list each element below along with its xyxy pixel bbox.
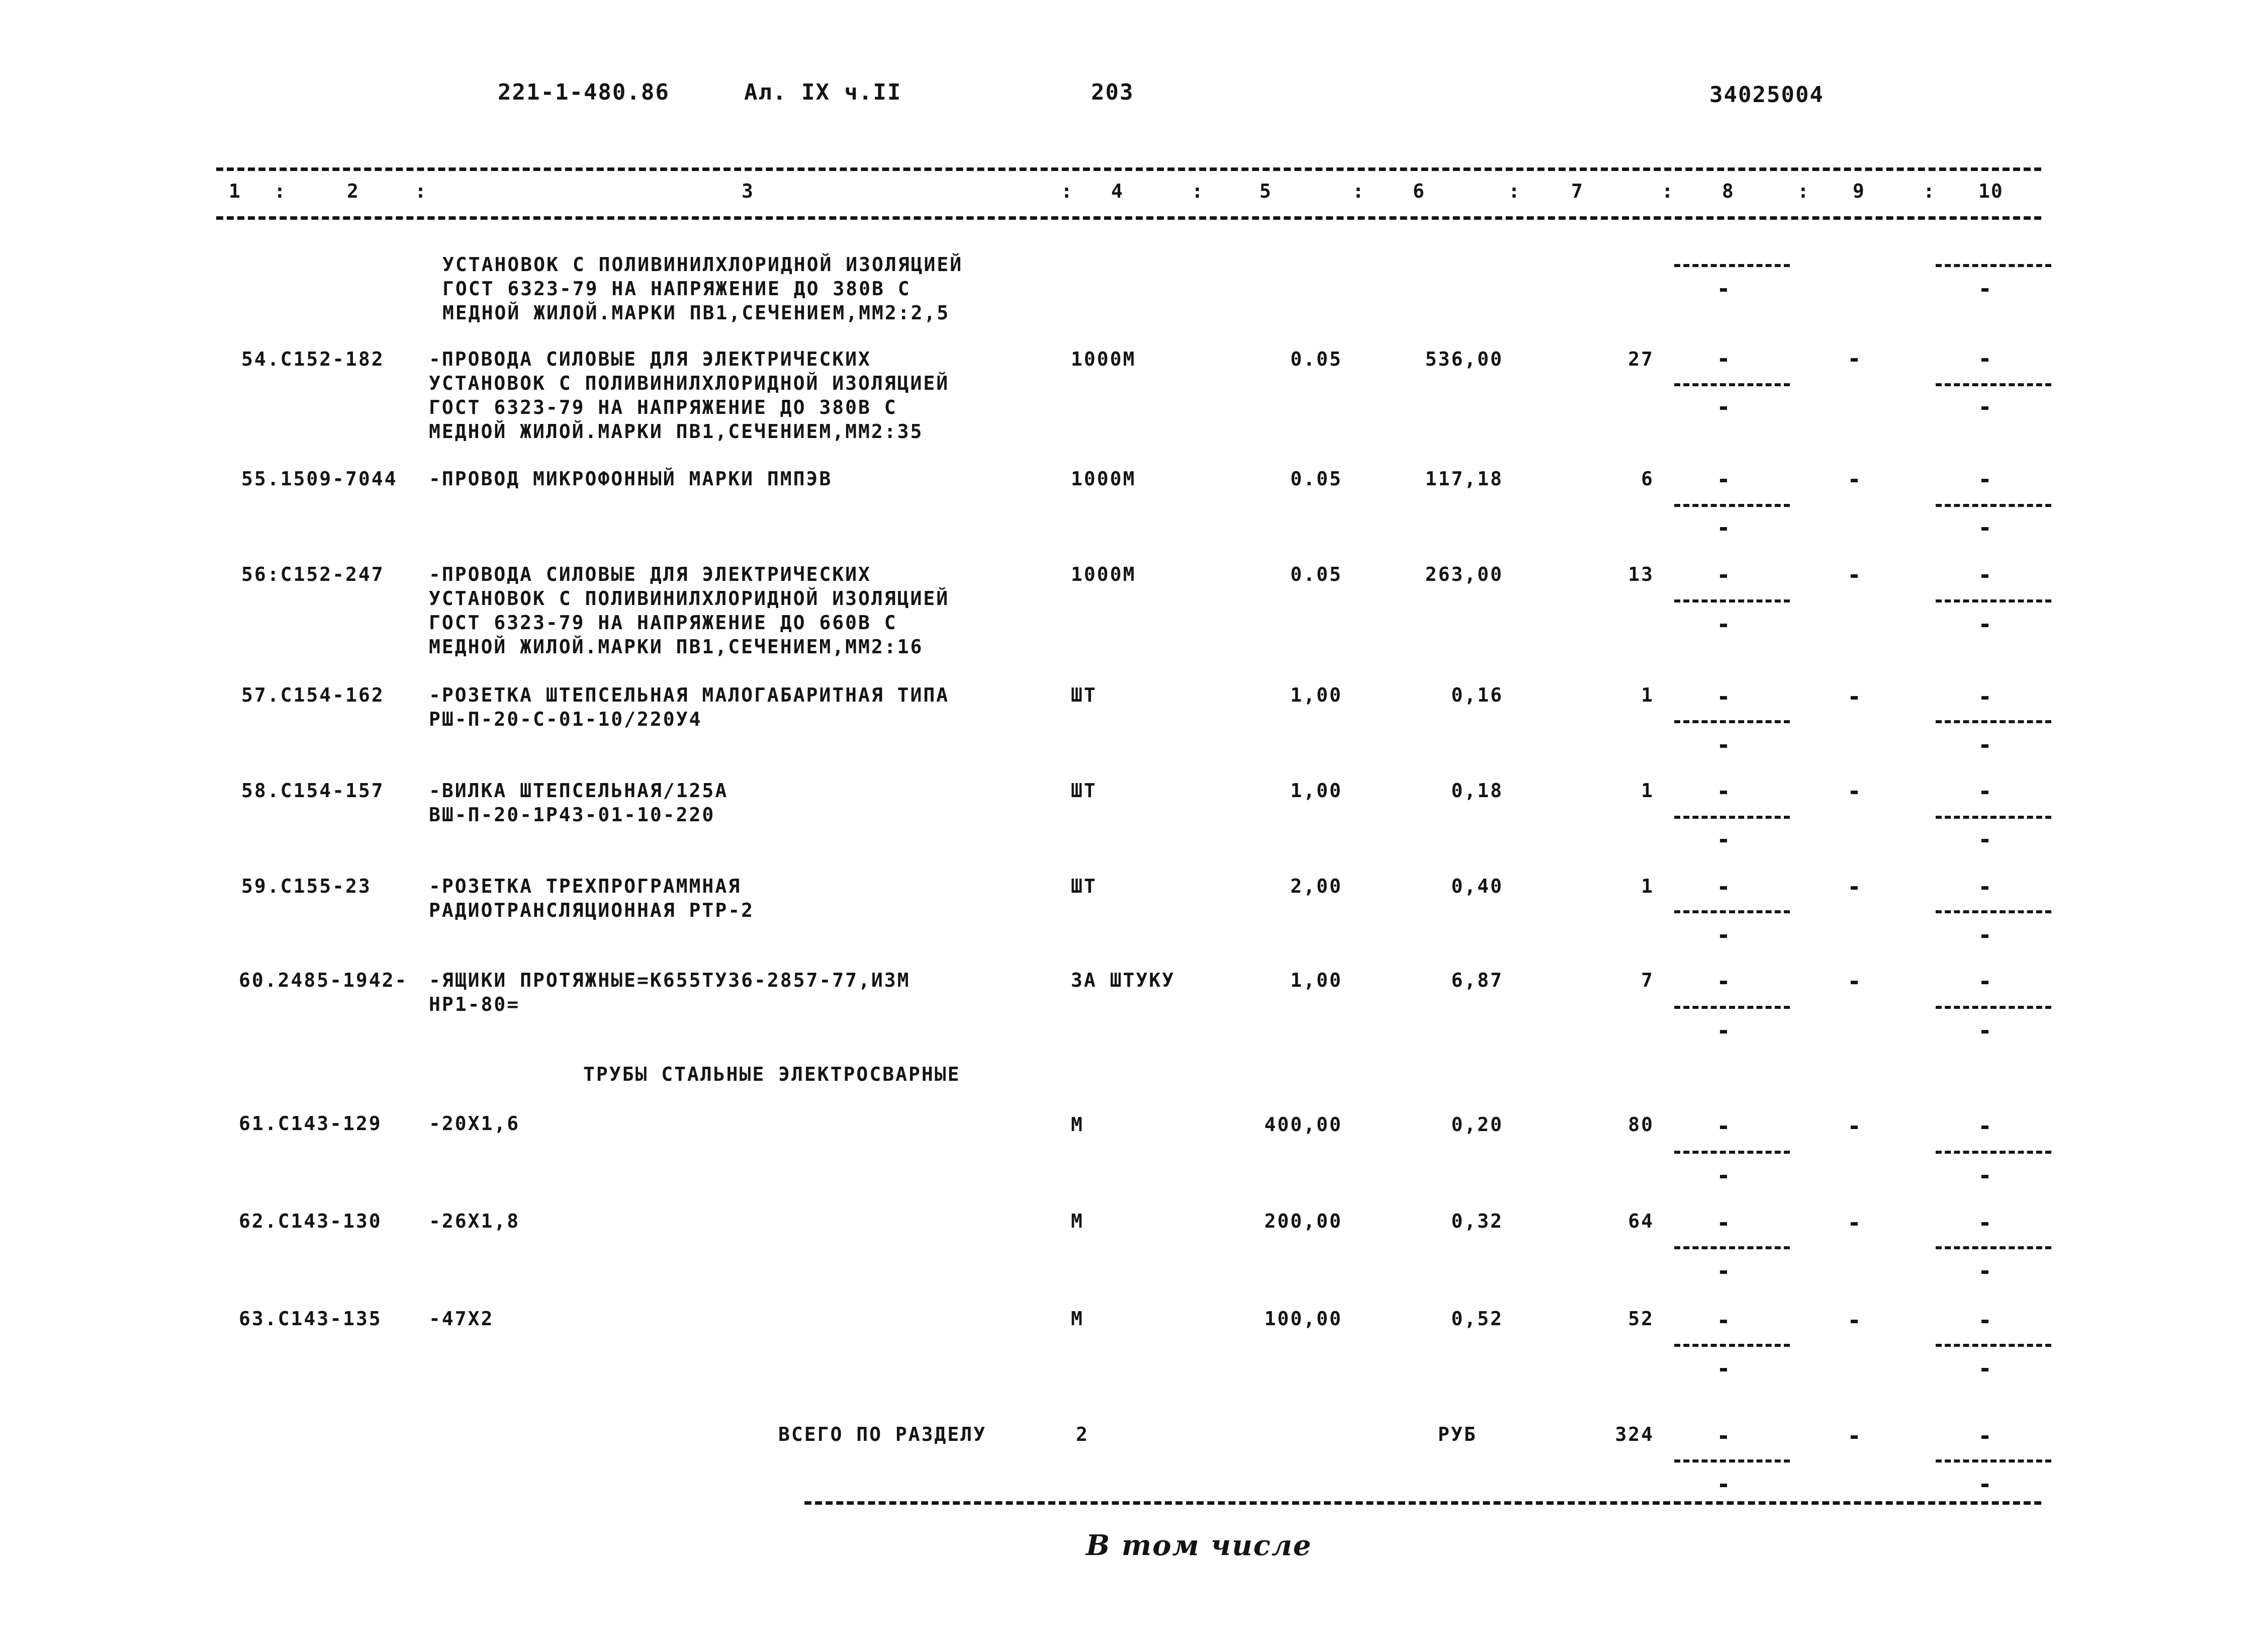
col9-dash	[1851, 1435, 1858, 1439]
col-separator: :	[274, 180, 287, 202]
col10-dash-top	[1981, 791, 1988, 794]
col-separator: :	[1061, 180, 1073, 202]
col8-split-line	[1674, 720, 1790, 723]
col8-dash-top	[1720, 1320, 1727, 1323]
table-bottom-rule	[804, 1501, 2041, 1505]
row-position-code: 54.С152-182	[241, 348, 385, 370]
row-unit-price: 0,40	[1451, 875, 1503, 897]
row-position-code: 57.С154-162	[241, 684, 385, 706]
col10-dash-bottom	[1981, 1270, 1988, 1274]
col10-dash-top	[1981, 696, 1988, 700]
col10-dash-bottom	[1981, 1175, 1988, 1178]
row-unit-price: 6,87	[1451, 969, 1503, 991]
col8-dash-top	[1720, 358, 1727, 362]
col8-dash-bottom	[1720, 1368, 1727, 1371]
col10-split-line	[1936, 910, 2051, 913]
row-total: 1	[1641, 780, 1654, 802]
col-9-number: 9	[1853, 180, 1865, 202]
row-unit: ЗА ШТУКУ	[1071, 969, 1175, 991]
row-total: 1	[1641, 684, 1654, 706]
row-quantity: 200,00	[1264, 1210, 1342, 1232]
row-description: -ПРОВОД МИКРОФОННЫЙ МАРКИ ПМПЭВ	[429, 468, 833, 490]
row-quantity: 100,00	[1264, 1308, 1342, 1330]
row-position-code: 59.С155-23	[241, 875, 372, 897]
col8-split-line	[1674, 599, 1790, 603]
row-unit: М	[1071, 1308, 1084, 1330]
col10-dash-top	[1981, 886, 1988, 890]
col8-dash-bottom	[1720, 288, 1727, 292]
col8-dash-bottom	[1720, 1484, 1727, 1487]
row-unit-price: 0,20	[1451, 1113, 1503, 1136]
col8-dash-bottom	[1720, 1270, 1727, 1274]
col8-split-line	[1674, 383, 1790, 386]
col-separator: :	[415, 180, 427, 202]
col-separator: :	[1192, 180, 1204, 202]
col8-dash-top	[1720, 1126, 1727, 1129]
row-description: -47Х2	[429, 1308, 494, 1330]
row-unit: М	[1071, 1113, 1084, 1136]
col10-dash-bottom	[1981, 744, 1988, 748]
row-position-code: 61.С143-129	[239, 1112, 382, 1135]
col9-dash	[1851, 1320, 1858, 1323]
col-separator: :	[1508, 180, 1521, 202]
row-total: 64	[1628, 1210, 1654, 1232]
col8-dash-top	[1720, 981, 1727, 984]
row-unit: ШТ	[1071, 684, 1097, 706]
row-total: 6	[1641, 468, 1654, 490]
row-position-code: 56:С152-247	[241, 563, 385, 585]
row-description: -20Х1,6	[429, 1112, 520, 1135]
col8-split-line	[1674, 1459, 1790, 1463]
col10-dash-bottom	[1981, 624, 1988, 627]
document-code: 221-1-480.86	[498, 79, 670, 105]
col10-split-line	[1936, 1459, 2051, 1463]
row-unit-price: 536,00	[1425, 348, 1503, 370]
row-quantity: 1,00	[1290, 684, 1342, 706]
col-separator: :	[1352, 180, 1365, 202]
col8-dash-top	[1720, 479, 1727, 482]
row-unit: 1000М	[1071, 468, 1136, 490]
summary-currency: РУБ	[1438, 1423, 1477, 1445]
col8-split-line	[1674, 1006, 1790, 1009]
row-total: 52	[1628, 1308, 1654, 1330]
col9-dash	[1851, 1126, 1858, 1129]
col-separator: :	[1797, 180, 1810, 202]
col10-dash-bottom	[1981, 1030, 1988, 1034]
col8-split-line	[1674, 816, 1790, 819]
row-unit-price: 0,32	[1451, 1210, 1503, 1232]
col10-split-line	[1936, 599, 2051, 603]
col9-dash	[1851, 358, 1858, 362]
col10-split-line	[1936, 1151, 2051, 1154]
row-unit-price: 0,52	[1451, 1308, 1503, 1330]
col8-dash-top	[1720, 574, 1727, 578]
table-top-rule	[216, 167, 2041, 171]
col-5-number: 5	[1259, 180, 1272, 202]
col-1-number: 1	[229, 180, 241, 202]
col10-split-line	[1936, 720, 2051, 723]
col9-dash	[1851, 574, 1858, 578]
col10-split-line	[1936, 504, 2051, 507]
col10-split-line	[1936, 264, 2051, 267]
row-quantity: 2,00	[1290, 875, 1342, 897]
row-description: -РОЗЕТКА ШТЕПСЕЛЬНАЯ МАЛОГАБАРИТНАЯ ТИПА РШ-П-20-С-01-10/220У4	[429, 684, 950, 730]
col10-split-line	[1936, 1344, 2051, 1347]
col8-dash-bottom	[1720, 934, 1727, 938]
row-position-code: 63.С143-135	[239, 1308, 382, 1330]
document-number: 34025004	[1709, 82, 1824, 108]
row-quantity: 1,00	[1290, 969, 1342, 991]
row-description: -ВИЛКА ШТЕПСЕЛЬНАЯ/125А ВШ-П-20-1Р43-01-10-220	[429, 780, 729, 826]
row-unit-price: 0,16	[1451, 684, 1503, 706]
row-position-code: 58.С154-157	[241, 780, 385, 802]
col10-dash-top	[1981, 358, 1988, 362]
col-4-number: 4	[1111, 180, 1124, 202]
col10-split-line	[1936, 1006, 2051, 1009]
col10-dash-top	[1981, 1222, 1988, 1226]
col10-dash-bottom	[1981, 406, 1988, 410]
row-total: 27	[1628, 348, 1654, 370]
col10-dash-bottom	[1981, 1368, 1988, 1371]
col10-dash-bottom	[1981, 1484, 1988, 1487]
col-2-number: 2	[347, 180, 359, 202]
row-unit: ШТ	[1071, 780, 1097, 802]
page-number: 203	[1091, 79, 1134, 105]
row-total: 80	[1628, 1113, 1654, 1136]
row-description: -ПРОВОДА СИЛОВЫЕ ДЛЯ ЭЛЕКТРИЧЕСКИХ УСТАНОВОК С ПОЛИВИНИЛХЛОРИДНОЙ ИЗОЛЯЦИЕЙ ГОСТ 6323-79 НА НАПРЯЖЕНИЕ ДО 380В С МЕДНОЙ ЖИЛОЙ.МАРКИ ПВ1,СЕЧЕНИЕМ,ММ2:35	[429, 348, 950, 443]
col8-dash-bottom	[1720, 406, 1727, 410]
album-reference: Ал. IX ч.II	[744, 79, 902, 105]
col10-dash-bottom	[1981, 527, 1988, 531]
handwritten-note: В том числе	[1086, 1529, 1312, 1562]
col8-split-line	[1674, 1151, 1790, 1154]
col10-dash-top	[1981, 479, 1988, 482]
col9-dash	[1851, 981, 1858, 984]
col-10-number: 10	[1978, 180, 2004, 202]
col10-dash-top	[1981, 981, 1988, 984]
summary-label: ВСЕГО ПО РАЗДЕЛУ	[778, 1423, 987, 1445]
col8-dash-bottom	[1720, 527, 1727, 531]
row-unit: М	[1071, 1210, 1084, 1232]
col-3-number: 3	[742, 180, 754, 202]
row-description: -26Х1,8	[429, 1210, 520, 1232]
col-8-number: 8	[1722, 180, 1735, 202]
col8-split-line	[1674, 504, 1790, 507]
col10-dash-top	[1981, 1435, 1988, 1439]
row-quantity: 1,00	[1290, 780, 1342, 802]
col10-dash-bottom	[1981, 839, 1988, 842]
col9-dash	[1851, 696, 1858, 700]
row-quantity: 0.05	[1290, 563, 1342, 585]
row-position-code: 55.1509-7044	[241, 468, 398, 490]
col10-dash-bottom	[1981, 934, 1988, 938]
col10-split-line	[1936, 1246, 2051, 1249]
col-separator: :	[1923, 180, 1936, 202]
col9-dash	[1851, 1222, 1858, 1226]
col8-dash-bottom	[1720, 1175, 1727, 1178]
table-header-bottom-rule	[216, 216, 2041, 220]
row-total: 13	[1628, 563, 1654, 585]
row-total: 1	[1641, 875, 1654, 897]
col-6-number: 6	[1413, 180, 1425, 202]
col8-split-line	[1674, 1344, 1790, 1347]
col8-dash-bottom	[1720, 1030, 1727, 1034]
row-quantity: 0.05	[1290, 468, 1342, 490]
col8-dash-bottom	[1720, 624, 1727, 627]
col8-split-line	[1674, 264, 1790, 267]
col8-dash-top	[1720, 791, 1727, 794]
col9-dash	[1851, 479, 1858, 482]
row-position-code: 60.2485-1942-	[239, 969, 408, 991]
col9-dash	[1851, 886, 1858, 890]
col10-dash-bottom	[1981, 288, 1988, 292]
col10-dash-top	[1981, 1320, 1988, 1323]
row-total: 7	[1641, 969, 1654, 991]
summary-section-number: 2	[1076, 1423, 1089, 1445]
col10-dash-top	[1981, 1126, 1988, 1129]
row-unit-price: 117,18	[1425, 468, 1503, 490]
col8-split-line	[1674, 910, 1790, 913]
summary-total: 324	[1615, 1423, 1654, 1445]
section-heading: ТРУБЫ СТАЛЬНЫЕ ЭЛЕКТРОСВАРНЫЕ	[583, 1063, 961, 1085]
col10-dash-top	[1981, 574, 1988, 578]
col8-dash-bottom	[1720, 839, 1727, 842]
col9-dash	[1851, 791, 1858, 794]
col8-dash-bottom	[1720, 744, 1727, 748]
row-description: -ПРОВОДА СИЛОВЫЕ ДЛЯ ЭЛЕКТРИЧЕСКИХ УСТАНОВОК С ПОЛИВИНИЛХЛОРИДНОЙ ИЗОЛЯЦИЕЙ ГОСТ 6323-79 НА НАПРЯЖЕНИЕ ДО 660В С МЕДНОЙ ЖИЛОЙ.МАРКИ ПВ1,СЕЧЕНИЕМ,ММ2:16	[429, 563, 950, 658]
col10-split-line	[1936, 383, 2051, 386]
col8-dash-top	[1720, 696, 1727, 700]
row-quantity: 0.05	[1290, 348, 1342, 370]
col8-split-line	[1674, 1246, 1790, 1249]
row-description: УСТАНОВОК С ПОЛИВИНИЛХЛОРИДНОЙ ИЗОЛЯЦИЕЙ ГОСТ 6323-79 НА НАПРЯЖЕНИЕ ДО 380В С МЕДНОЙ ЖИЛОЙ.МАРКИ ПВ1,СЕЧЕНИЕМ,ММ2:2,5	[442, 253, 963, 324]
row-unit: 1000М	[1071, 348, 1136, 370]
row-unit-price: 0,18	[1451, 780, 1503, 802]
col8-dash-top	[1720, 886, 1727, 890]
row-unit: 1000М	[1071, 563, 1136, 585]
row-description: -ЯЩИКИ ПРОТЯЖНЫЕ=К655ТУ36-2857-77,ИЗМ НР1-80=	[429, 969, 911, 1015]
col8-dash-top	[1720, 1435, 1727, 1439]
col-separator: :	[1662, 180, 1674, 202]
col10-split-line	[1936, 816, 2051, 819]
row-position-code: 62.С143-130	[239, 1210, 382, 1232]
col8-dash-top	[1720, 1222, 1727, 1226]
row-description: -РОЗЕТКА ТРЕХПРОГРАММНАЯ РАДИОТРАНСЛЯЦИОННАЯ РТР-2	[429, 875, 754, 921]
col-7-number: 7	[1571, 180, 1584, 202]
row-unit: ШТ	[1071, 875, 1097, 897]
row-unit-price: 263,00	[1425, 563, 1503, 585]
row-quantity: 400,00	[1264, 1113, 1342, 1136]
